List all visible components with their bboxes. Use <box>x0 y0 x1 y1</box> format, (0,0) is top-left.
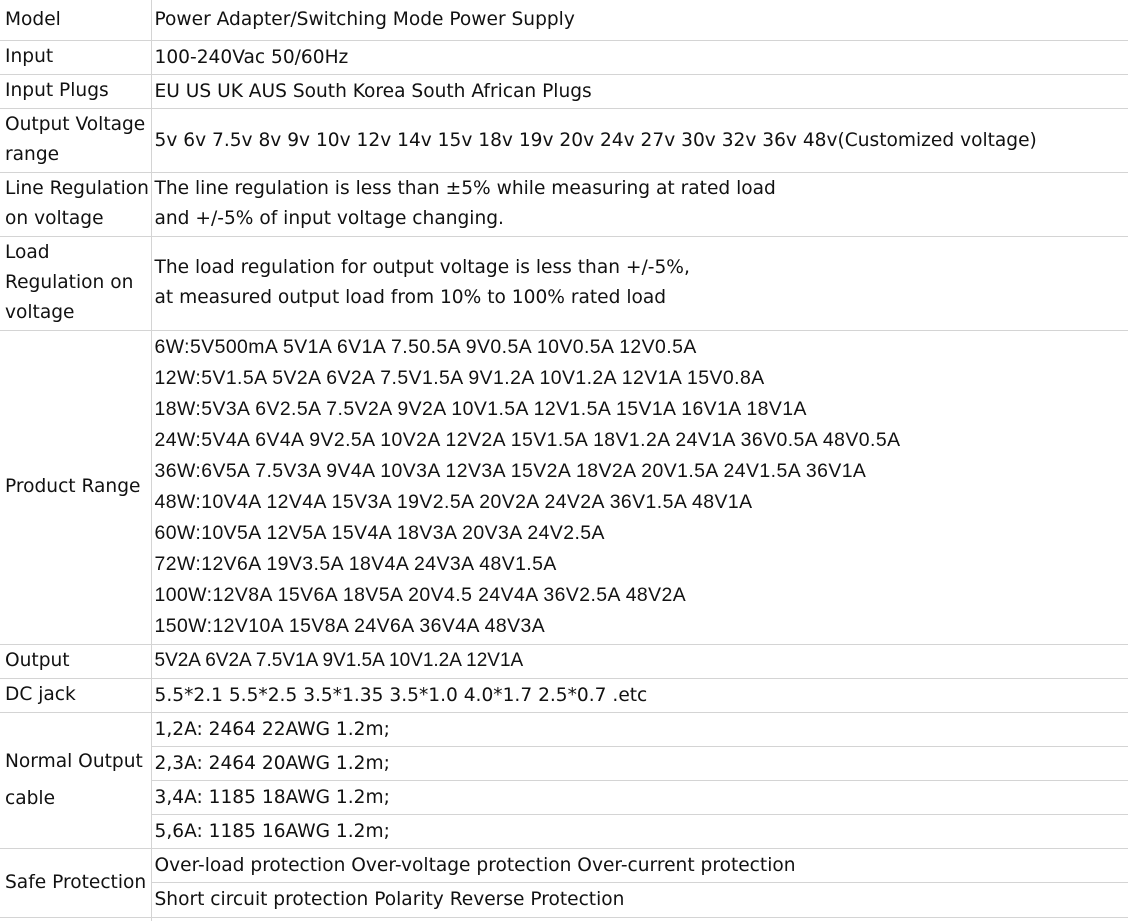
table-row-input <box>0 40 1128 74</box>
cable-line: 1,2A: 2464 22AWG 1.2m; <box>152 713 1128 747</box>
row-value: 5.5*2.1 5.5*2.5 3.5*1.35 3.5*1.0 4.0*1.7 2.5*0.7 .etc <box>151 678 1128 712</box>
product-range-line: 100W:12V8A 15V6A 18V5A 20V4.5 24V4A 36V2.5A 48V2A <box>154 584 687 606</box>
row-label: Safe Protection <box>0 848 151 917</box>
table-row-normal-output-cable <box>0 712 1128 848</box>
product-range-line: 36W:6V5A 7.5V3A 9V4A 10V3A 12V3A 15V2A 18V2A 20V1.5A 24V1.5A 36V1A <box>154 460 867 482</box>
table-row-input-plugs <box>0 74 1128 108</box>
row-value-empty <box>151 917 1128 921</box>
table-row-trailing <box>0 917 1128 921</box>
cable-line: 5,6A: 1185 16AWG 1.2m; <box>154 820 390 842</box>
table-row-product-range <box>0 330 1128 644</box>
protection-line: Over-load protection Over-voltage protection Over-current protection <box>152 849 1128 883</box>
table-row-line-regulation <box>0 172 1128 236</box>
line-regulation-line: The line regulation is less than ±5% while measuring at rated load <box>154 178 776 199</box>
product-range-line: 60W:10V5A 12V5A 15V4A 18V3A 20V3A 24V2.5A <box>154 522 605 544</box>
product-range-line: 150W:12V10A 15V8A 24V6A 36V4A 48V3A <box>154 615 546 637</box>
product-range-line: 48W:10V4A 12V4A 15V3A 19V2.5A 20V2A 24V2A 36V1.5A 48V1A <box>154 491 753 513</box>
row-label: Output Voltage range <box>0 108 151 172</box>
row-label: Normal Output cable <box>0 712 151 848</box>
table-row-output-voltage <box>0 108 1128 172</box>
row-value: 100-240Vac 50/60Hz <box>151 40 1128 74</box>
row-label: Product Range <box>0 330 151 644</box>
row-label: Input Plugs <box>0 74 151 108</box>
row-value <box>151 848 1128 917</box>
row-label: Load Regulation on voltage <box>0 236 151 330</box>
row-label: Input <box>0 40 151 74</box>
product-range-line: 24W:5V4A 6V4A 9V2.5A 10V2A 12V2A 15V1.5A 18V1.2A 24V1A 36V0.5A 48V0.5A <box>154 429 901 451</box>
product-range-line: 18W:5V3A 6V2.5A 7.5V2A 9V2A 10V1.5A 12V1.5A 15V1A 16V1A 18V1A <box>154 398 807 420</box>
row-value: Power Adapter/Switching Mode Power Supply <box>151 0 1128 40</box>
row-label: Output <box>0 644 151 678</box>
row-value <box>151 330 1128 644</box>
row-label: DC jack <box>0 678 151 712</box>
table-row-safe-protection <box>0 848 1128 917</box>
table-row-output <box>0 644 1128 678</box>
row-value: 5V2A 6V2A 7.5V1A 9V1.5A 10V1.2A 12V1A <box>151 644 1128 678</box>
table-row-load-regulation <box>0 236 1128 330</box>
product-range-line: 6W:5V500mA 5V1A 6V1A 7.50.5A 9V0.5A 10V0.5A 12V0.5A <box>154 336 697 358</box>
cable-line: 2,3A: 2464 20AWG 1.2m; <box>152 747 1128 781</box>
cable-line: 3,4A: 1185 18AWG 1.2m; <box>152 781 1128 815</box>
protection-line: Short circuit protection Polarity Reverse Protection <box>154 888 625 910</box>
row-value: EU US UK AUS South Korea South African Plugs <box>151 74 1128 108</box>
row-label: Line Regulation on voltage <box>0 172 151 236</box>
table-row-model <box>0 0 1128 40</box>
product-range-line: 12W:5V1.5A 5V2A 6V2A 7.5V1.5A 9V1.2A 10V1.2A 12V1A 15V0.8A <box>154 367 765 389</box>
row-value <box>151 236 1128 330</box>
load-regulation-line: The load regulation for output voltage is less than +/-5%, <box>154 257 690 278</box>
product-range-line: 72W:12V6A 19V3.5A 18V4A 24V3A 48V1.5A <box>154 553 557 575</box>
table-row-dc-jack <box>0 678 1128 712</box>
row-label-empty <box>0 917 151 921</box>
row-value: 5v 6v 7.5v 8v 9v 10v 12v 14v 15v 18v 19v 20v 24v 27v 30v 32v 36v 48v(Customized voltage) <box>151 108 1128 172</box>
line-regulation-line: and +/-5% of input voltage changing. <box>154 208 504 229</box>
row-value <box>151 712 1128 848</box>
load-regulation-line: at measured output load from 10% to 100% rated load <box>154 287 667 308</box>
row-value <box>151 172 1128 236</box>
row-label: Model <box>0 0 151 40</box>
